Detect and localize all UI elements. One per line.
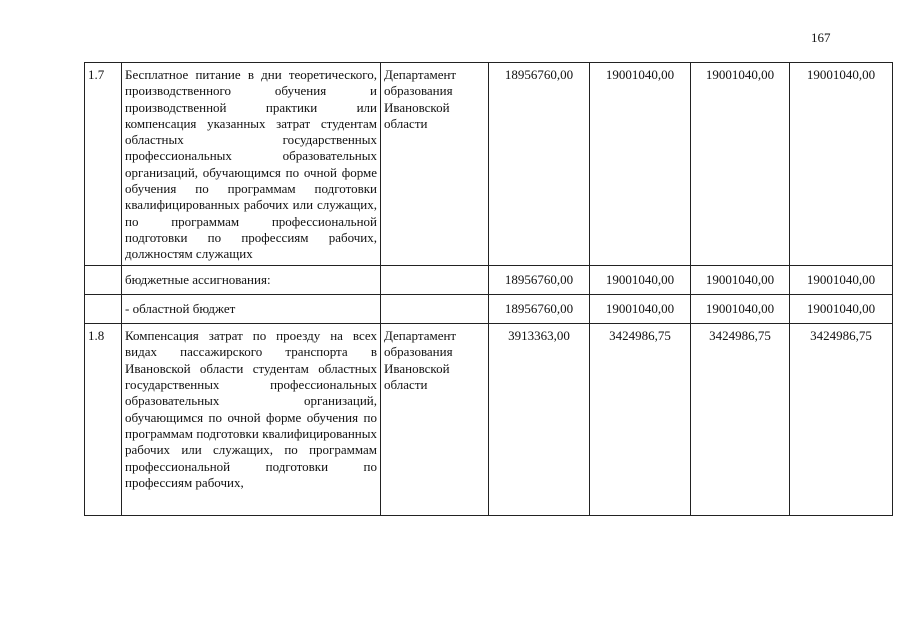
amount-cell: 19001040,00 xyxy=(790,63,893,266)
page-number: 167 xyxy=(811,30,831,45)
amount-cell: 19001040,00 xyxy=(790,294,893,323)
table-row xyxy=(85,324,893,516)
table-row xyxy=(85,294,893,323)
amount-cell: 3424986,75 xyxy=(790,324,893,516)
amount-cell: 18956760,00 xyxy=(489,63,590,266)
table-row xyxy=(85,63,893,266)
amount-cell: 19001040,00 xyxy=(590,63,691,266)
amount-cell: 3424986,75 xyxy=(691,324,790,516)
row-description: - областной бюджет xyxy=(122,294,381,323)
amount-cell: 3913363,00 xyxy=(489,324,590,516)
budget-table xyxy=(84,62,893,516)
amount-cell: 18956760,00 xyxy=(489,294,590,323)
row-number: 1.7 xyxy=(85,63,122,266)
row-department: Департамент образования Ивановской области xyxy=(381,324,489,516)
amount-cell: 19001040,00 xyxy=(691,265,790,294)
row-description: Компенсация затрат по проезду на всех видах пассажирского транспорта в Ивановской области студентам областных государственных профессиональных образовательных организаций, обучающимся по очной форме обучения по программам подготовки квалифицированных рабочих или служащих, по программам профессиональной подготовки по профессиям рабочих, xyxy=(122,324,381,516)
row-number xyxy=(85,294,122,323)
row-department: Департамент образования Ивановской области xyxy=(381,63,489,266)
row-department xyxy=(381,294,489,323)
amount-cell: 3424986,75 xyxy=(590,324,691,516)
amount-cell: 19001040,00 xyxy=(691,294,790,323)
amount-cell: 19001040,00 xyxy=(590,294,691,323)
row-description: бюджетные ассигнования: xyxy=(122,265,381,294)
row-description: Бесплатное питание в дни теоретического, производственного обучения и производственной практики или компенсация указанных затрат студентам областных государственных профессиональных образовательных организаций, обучающимся по очной форме обучения по программам подготовки квалифицированных рабочих или служащих, по программам профессиональной подготовки по профессиям рабочих, должностям служащих xyxy=(122,63,381,266)
amount-cell: 19001040,00 xyxy=(790,265,893,294)
row-number: 1.8 xyxy=(85,324,122,516)
row-number xyxy=(85,265,122,294)
amount-cell: 19001040,00 xyxy=(691,63,790,266)
table-row xyxy=(85,265,893,294)
amount-cell: 18956760,00 xyxy=(489,265,590,294)
row-department xyxy=(381,265,489,294)
amount-cell: 19001040,00 xyxy=(590,265,691,294)
